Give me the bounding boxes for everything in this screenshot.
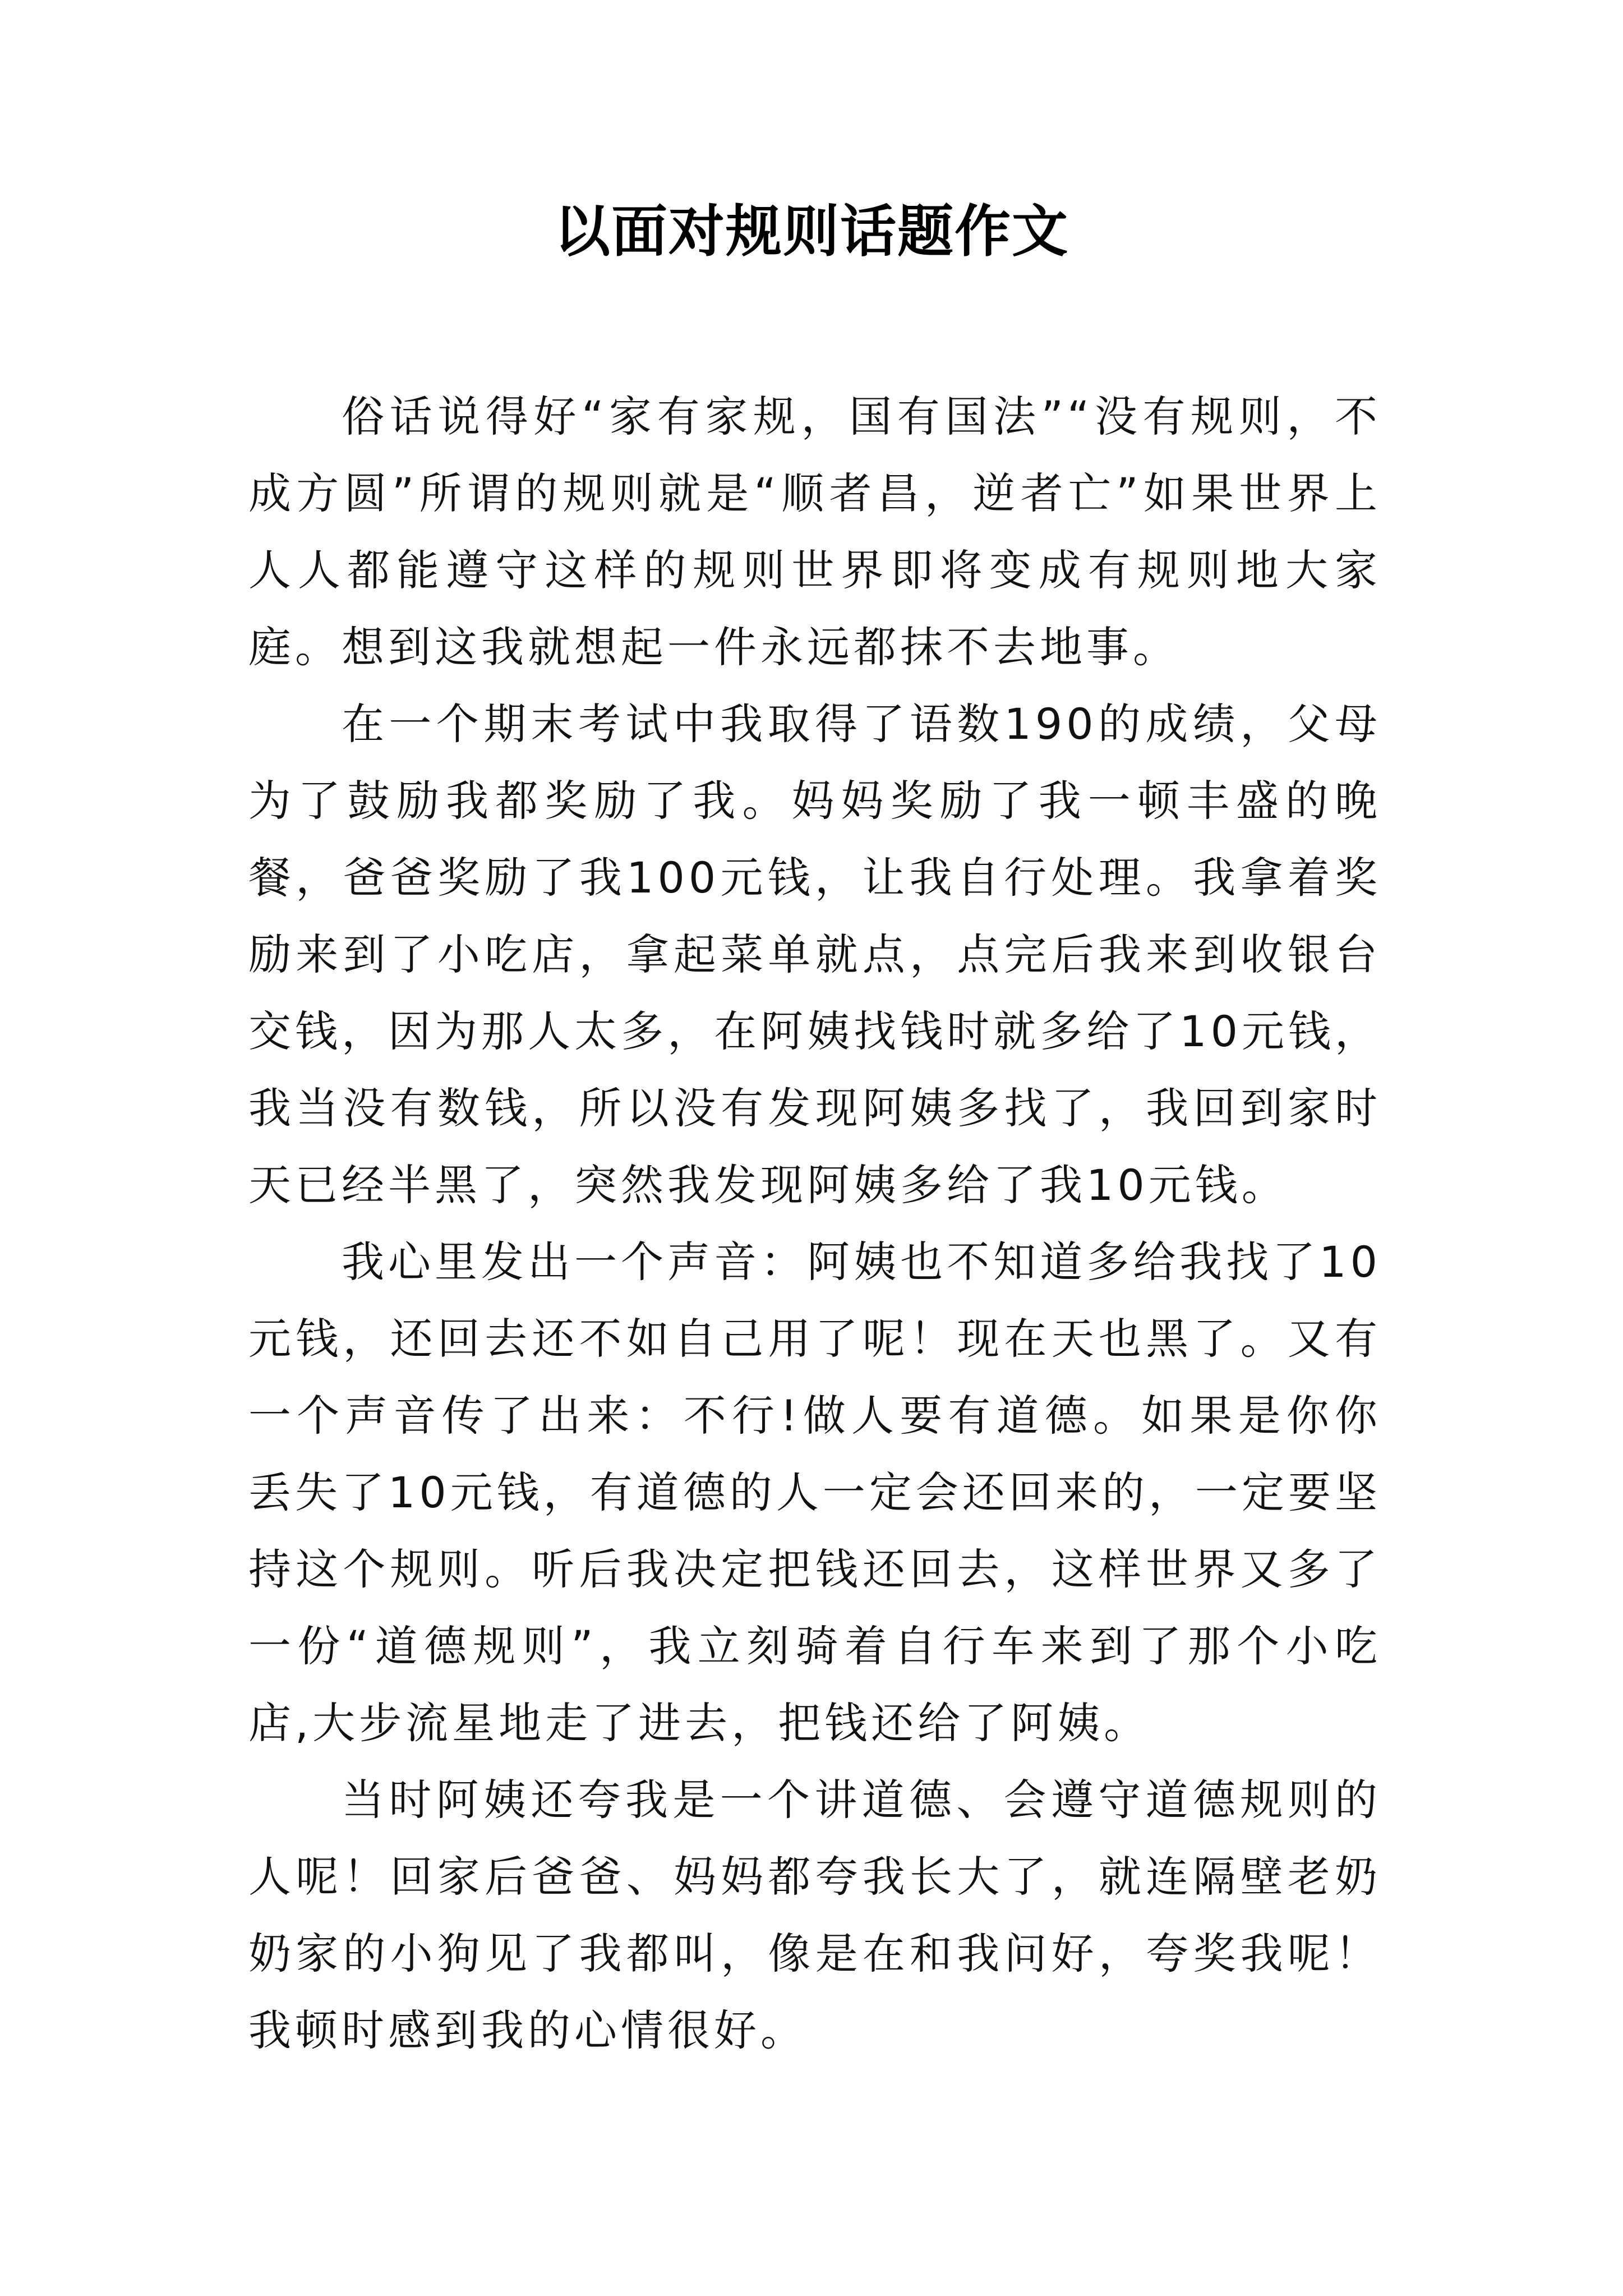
- paragraph-1: 俗话说得好“家有家规，国有国法”“没有规则，不成方圆”所谓的规则就是“顺者昌，逆者亡”如果世界上人人都能遵守这样的规则世界即将变成有规则地大家庭。想到这我就想起一件永远都抹不去地事。: [248, 392, 1381, 672]
- paragraph-4: 当时阿姨还夸我是一个讲道德、会遵守道德规则的人呢！回家后爸爸、妈妈都夸我长大了，就连隔壁老奶奶家的小狗见了我都叫，像是在和我问好，夸奖我呢！我顿时感到我的心情很好。: [248, 1775, 1381, 2055]
- document-body: [248, 378, 1381, 2069]
- paragraph-3: 我心里发出一个声音：阿姨也不知道多给我找了10元钱，还回去还不如自己用了呢！现在天也黑了。又有一个声音传了出来：不行!做人要有道德。如果是你你丢失了10元钱，有道德的人一定会还回来的，一定要坚持这个规则。听后我决定把钱还回去，这样世界又多了一份“道德规则”，我立刻骑着自行车来到了那个小吃店,大步流星地走了进去，把钱还给了阿姨。: [248, 1237, 1381, 1748]
- document-title: 以面对规则话题作文: [554, 198, 1069, 264]
- paragraph-2: 在一个期末考试中我取得了语数190的成绩，父母为了鼓励我都奖励了我。妈妈奖励了我一顿丰盛的晚餐，爸爸奖励了我100元钱，让我自行处理。我拿着奖励来到了小吃店，拿起菜单就点，点完后我来到收银台交钱，因为那人太多，在阿姨找钱时就多给了10元钱，我当没有数钱，所以没有发现阿姨多找了，我回到家时天已经半黑了，突然我发现阿姨多给了我10元钱。: [248, 699, 1381, 1210]
